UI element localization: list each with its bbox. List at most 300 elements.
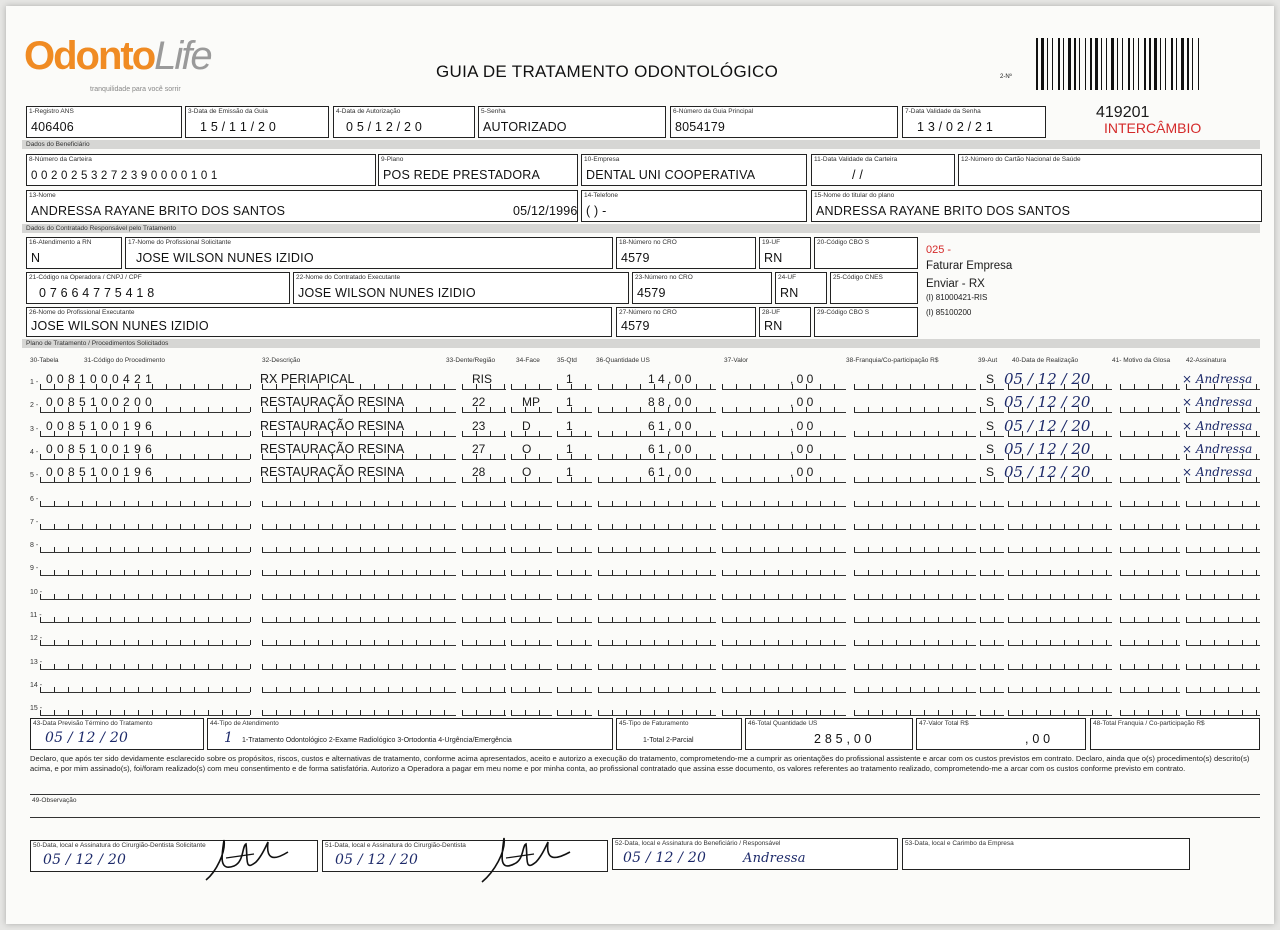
cbo20-field[interactable]: 20-Código CBO S <box>814 237 918 269</box>
row-underline <box>262 436 456 437</box>
cell-divider <box>722 640 723 645</box>
cell-divider <box>598 640 599 645</box>
cnpj-field[interactable]: 21-Código na Operadora / CNPJ / CPF 0 7 6 6 4 7 7 5 4 1 8 <box>26 272 290 304</box>
row-underline <box>462 669 506 670</box>
cell-divider <box>416 640 417 645</box>
cell-divider <box>778 524 779 529</box>
cell-divider <box>994 384 995 389</box>
cell-divider <box>882 431 883 436</box>
cell-divider <box>539 570 540 575</box>
cell-divider <box>96 594 97 599</box>
previsao-field[interactable]: 43-Data Previsão Término do Tratamento 05 / 12 / 20 <box>30 718 204 750</box>
cell-divider <box>854 431 855 436</box>
page-title: GUIA DE TRATAMENTO ODONTOLÓGICO <box>436 62 779 81</box>
cell-valor: , 0 0 <box>790 395 814 409</box>
cell-divider <box>980 431 981 436</box>
cell-divider <box>68 687 69 692</box>
cell-divider <box>571 524 572 529</box>
cell-divider <box>854 664 855 669</box>
row-underline <box>598 622 716 623</box>
cell-divider <box>539 664 540 669</box>
cell-divider <box>152 640 153 645</box>
cell-divider <box>166 384 167 389</box>
cell-divider <box>994 617 995 622</box>
cell-divider <box>194 547 195 552</box>
cell-divider <box>722 710 723 715</box>
cell-divider <box>612 407 613 412</box>
cell-divider <box>778 570 779 575</box>
cell-divider <box>430 501 431 506</box>
cell-codigo: 0 0 8 5 1 0 0 2 0 0 <box>46 395 153 409</box>
row-underline <box>1186 599 1260 600</box>
cell-divider <box>668 594 669 599</box>
cell-divider <box>236 454 237 459</box>
cell-divider <box>806 524 807 529</box>
cell-divider <box>868 501 869 506</box>
cell-divider <box>1036 640 1037 645</box>
row-underline <box>511 715 552 716</box>
cell-divider <box>722 570 723 575</box>
cell-divider <box>764 617 765 622</box>
cell-divider <box>924 477 925 482</box>
row-underline <box>598 389 716 390</box>
cell-divider <box>682 594 683 599</box>
row-underline <box>462 482 506 483</box>
cell-divider <box>571 687 572 692</box>
cro27-field[interactable]: 27-Número no CRO 4579 <box>616 307 756 337</box>
cro18-field[interactable]: 18-Número no CRO 4579 <box>616 237 756 269</box>
cell-divider <box>696 384 697 389</box>
cbo29-field[interactable]: 29-Código CBO S <box>814 307 918 337</box>
cell-divider <box>612 524 613 529</box>
cell-divider <box>1242 710 1243 715</box>
cell-divider <box>504 501 505 506</box>
cell-divider <box>952 664 953 669</box>
cell-divider <box>994 431 995 436</box>
cell-divider <box>490 431 491 436</box>
cell-divider <box>194 524 195 529</box>
cell-divider <box>585 594 586 599</box>
cell-divider <box>1120 547 1121 552</box>
row-underline <box>1120 715 1180 716</box>
cell-divider <box>696 524 697 529</box>
cell-divider <box>346 594 347 599</box>
cell-divider <box>166 594 167 599</box>
cell-divider <box>262 547 263 552</box>
row-underline <box>980 599 1004 600</box>
cell-divider <box>430 384 431 389</box>
cell-divider <box>952 710 953 715</box>
cell-divider <box>696 570 697 575</box>
solicitante-field[interactable]: 17-Nome do Profissional Solicitante JOSE WILSON NUNES IZIDIO <box>125 237 613 269</box>
row-underline <box>40 692 250 693</box>
empresa-field[interactable]: 10-Empresa DENTAL UNI COOPERATIVA <box>581 154 807 186</box>
plano-field[interactable]: 9-Plano POS REDE PRESTADORA <box>378 154 578 186</box>
row-underline <box>511 692 552 693</box>
cell-divider <box>980 477 981 482</box>
cell-divider <box>1092 477 1093 482</box>
data-emissao-field[interactable]: 3-Data de Emissão da Guia 1 5 / 1 1 / 2 0 <box>185 106 329 138</box>
nome-field[interactable]: 13-Nome ANDRESSA RAYANE BRITO DOS SANTOS 05/12/1996 <box>26 190 578 222</box>
cell-divider <box>1214 524 1215 529</box>
cell-divider <box>318 594 319 599</box>
cell-divider <box>722 384 723 389</box>
cell-divider <box>820 687 821 692</box>
cell-divider <box>778 687 779 692</box>
cell-divider <box>462 617 463 622</box>
cell-divider <box>124 524 125 529</box>
cell-divider <box>598 594 599 599</box>
cell-divider <box>360 594 361 599</box>
cell-divider <box>820 384 821 389</box>
cell-divider <box>96 640 97 645</box>
cell-divider <box>416 454 417 459</box>
tipo-atendimento-field[interactable]: 44-Tipo de Atendimento 1 1-Tratamento Odontológico 2-Exame Radiológico 3-Ortodontia 4-Urgência/Emergência <box>207 718 613 750</box>
cell-divider <box>980 570 981 575</box>
cell-divider <box>1176 524 1177 529</box>
sig51-field[interactable]: 51-Data, local e Assinatura do Cirurgião-Dentista 05 / 12 / 20 <box>322 840 608 872</box>
row-underline <box>1120 552 1180 553</box>
sig53-field[interactable]: 53-Data, local e Carimbo da Empresa <box>902 838 1190 870</box>
cell-divider <box>910 570 911 575</box>
row-underline <box>598 506 716 507</box>
cell-divider <box>1078 547 1079 552</box>
cell-divider <box>444 617 445 622</box>
row-underline <box>598 645 716 646</box>
cns-field[interactable]: 12-Número do Cartão Nacional de Saúde <box>958 154 1262 186</box>
cell-divider <box>585 431 586 436</box>
validade-senha-field[interactable]: 7-Data Validade da Senha 1 3 / 0 2 / 2 1 <box>902 106 1046 138</box>
row-underline <box>262 506 456 507</box>
cell-divider <box>750 570 751 575</box>
row-underline <box>1120 529 1180 530</box>
total-franquia-field[interactable]: 48-Total Franquia / Co-participação R$ <box>1090 718 1260 750</box>
cell-divider <box>360 617 361 622</box>
row-underline <box>854 552 976 553</box>
data-autorizacao-field[interactable]: 4-Data de Autorização 0 5 / 1 2 / 2 0 <box>333 106 475 138</box>
cell-divider <box>682 687 683 692</box>
cell-divider <box>490 710 491 715</box>
cell-divider <box>640 664 641 669</box>
cell-divider <box>490 687 491 692</box>
row-underline <box>557 599 592 600</box>
cell-divider <box>854 501 855 506</box>
tipo-faturamento-field[interactable]: 45-Tipo de Faturamento 1-Total 2-Parcial <box>616 718 742 750</box>
cell-divider <box>1242 570 1243 575</box>
cell-divider <box>180 384 181 389</box>
observacao-field[interactable]: 49-Observação <box>30 794 1260 839</box>
validade-carteira-field[interactable]: 11-Data Validade da Carteira / / <box>811 154 955 186</box>
cell-divider <box>360 687 361 692</box>
cell-divider <box>1162 501 1163 506</box>
cell-divider <box>557 384 558 389</box>
row-underline <box>1120 575 1180 576</box>
cell-data-realizacao: 05 / 12 / 20 <box>1004 393 1091 411</box>
cell-divider <box>585 617 586 622</box>
cell-divider <box>290 570 291 575</box>
row-underline <box>598 692 716 693</box>
row-underline <box>462 459 506 460</box>
row-underline <box>1008 599 1112 600</box>
uf28-field[interactable]: 28-UF RN <box>759 307 811 337</box>
row-underline <box>462 436 506 437</box>
cell-divider <box>402 687 403 692</box>
cell-divider <box>626 431 627 436</box>
cell-divider <box>654 570 655 575</box>
row-underline <box>557 622 592 623</box>
cell-divider <box>736 431 737 436</box>
cell-divider <box>980 617 981 622</box>
sig52-field[interactable]: 52-Data, local e Assinatura do Beneficiário / Responsável 05 / 12 / 20 Andressa <box>612 838 898 870</box>
cell-divider <box>304 547 305 552</box>
cell-divider <box>736 687 737 692</box>
cell-divider <box>1106 501 1107 506</box>
cell-divider <box>868 431 869 436</box>
cell-divider <box>1064 640 1065 645</box>
cell-divider <box>1148 640 1149 645</box>
cell-divider <box>1036 594 1037 599</box>
cell-divider <box>736 384 737 389</box>
cell-divider <box>806 570 807 575</box>
cell-divider <box>250 570 251 575</box>
cell-divider <box>612 570 613 575</box>
cell-divider <box>222 407 223 412</box>
cell-divider <box>318 640 319 645</box>
row-underline <box>980 692 1004 693</box>
row-underline <box>722 389 846 390</box>
cell-divider <box>792 664 793 669</box>
cell-divider <box>1176 407 1177 412</box>
valor-total-field[interactable]: 47-Valor Total R$ , 0 0 <box>916 718 1086 750</box>
row-underline <box>511 459 552 460</box>
cell-divider <box>980 687 981 692</box>
cell-divider <box>820 547 821 552</box>
cell-aut: S <box>986 465 995 479</box>
senha-field[interactable]: 5-Senha AUTORIZADO <box>478 106 666 138</box>
cell-divider <box>318 570 319 575</box>
cell-divider <box>778 547 779 552</box>
row-underline <box>262 669 456 670</box>
row-number: 8 - <box>30 542 39 549</box>
cell-divider <box>626 570 627 575</box>
cell-divider <box>180 617 181 622</box>
total-us-field[interactable]: 46-Total Quantidade US 2 8 5 , 0 0 <box>745 718 913 750</box>
cell-divider <box>966 407 967 412</box>
cell-divider <box>388 524 389 529</box>
guia-principal-field[interactable]: 6-Número da Guia Principal 8054179 <box>670 106 898 138</box>
cell-divider <box>612 454 613 459</box>
cell-divider <box>82 617 83 622</box>
cell-divider <box>539 384 540 389</box>
cell-divider <box>68 617 69 622</box>
cell-divider <box>1200 664 1201 669</box>
cell-divider <box>626 477 627 482</box>
cell-divider <box>966 477 967 482</box>
cell-divider <box>40 384 41 389</box>
cell-divider <box>539 501 540 506</box>
cell-divider <box>1176 477 1177 482</box>
cell-divider <box>1078 570 1079 575</box>
cell-divider <box>868 547 869 552</box>
cell-divider <box>1092 687 1093 692</box>
cell-divider <box>208 687 209 692</box>
cell-divider <box>980 664 981 669</box>
cell-divider <box>82 570 83 575</box>
rn-field[interactable]: 16-Atendimento a RN N <box>26 237 122 269</box>
cell-divider <box>854 477 855 482</box>
cell-divider <box>792 687 793 692</box>
cell-divider <box>236 384 237 389</box>
row-underline <box>854 436 976 437</box>
cell-divider <box>1106 594 1107 599</box>
row-underline <box>40 436 250 437</box>
row-underline <box>980 459 1004 460</box>
cell-divider <box>462 431 463 436</box>
cell-divider <box>924 640 925 645</box>
cell-divider <box>764 454 765 459</box>
cell-divider <box>924 617 925 622</box>
row-number: 12 - <box>30 635 43 642</box>
cell-divider <box>1134 477 1135 482</box>
row-underline <box>511 575 552 576</box>
cell-dente: 22 <box>472 395 486 409</box>
cell-divider <box>68 524 69 529</box>
row-underline <box>262 459 456 460</box>
cell-divider <box>896 594 897 599</box>
uf24-field[interactable]: 24-UF RN <box>775 272 827 304</box>
cell-divider <box>138 547 139 552</box>
row-underline <box>1186 715 1260 716</box>
cell-divider <box>1242 687 1243 692</box>
cell-divider <box>318 547 319 552</box>
cell-divider <box>276 687 277 692</box>
cell-divider <box>1092 431 1093 436</box>
cell-divider <box>1162 640 1163 645</box>
prof-exec-field[interactable]: 26-Nome do Profissional Executante JOSE WILSON NUNES IZIDIO <box>26 307 612 337</box>
cell-divider <box>1228 594 1229 599</box>
cell-divider <box>194 431 195 436</box>
cell-divider <box>1176 640 1177 645</box>
cell-divider <box>696 454 697 459</box>
cell-divider <box>250 594 251 599</box>
row-underline <box>1120 459 1180 460</box>
cell-divider <box>806 664 807 669</box>
cell-divider <box>236 594 237 599</box>
cell-divider <box>1214 710 1215 715</box>
cell-divider <box>511 640 512 645</box>
cnes-field[interactable]: 25-Código CNES <box>830 272 918 304</box>
cell-divider <box>764 664 765 669</box>
row-underline <box>722 436 846 437</box>
cell-divider <box>1186 547 1187 552</box>
cell-divider <box>416 664 417 669</box>
cell-divider <box>525 710 526 715</box>
cell-divider <box>539 477 540 482</box>
registro-ans-field[interactable]: 1-Registro ANS 406406 <box>26 106 182 138</box>
cell-divider <box>276 547 277 552</box>
cell-divider <box>868 384 869 389</box>
cell-divider <box>332 524 333 529</box>
cell-data-realizacao: 05 / 12 / 20 <box>1004 440 1091 458</box>
cell-divider <box>504 524 505 529</box>
cell-divider <box>490 547 491 552</box>
cell-divider <box>511 384 512 389</box>
cell-divider <box>696 664 697 669</box>
cell-divider <box>1106 570 1107 575</box>
cell-divider <box>1148 664 1149 669</box>
row-underline <box>511 599 552 600</box>
cell-divider <box>180 547 181 552</box>
cell-divider <box>1186 687 1187 692</box>
cell-divider <box>504 594 505 599</box>
cro23-field[interactable]: 23-Número no CRO 4579 <box>632 272 772 304</box>
cell-divider <box>924 710 925 715</box>
cell-divider <box>194 640 195 645</box>
cell-divider <box>1256 501 1257 506</box>
carteira-field[interactable]: 8-Número da Carteira 0 0 2 0 2 5 3 2 7 2 3 9 0 0 0 0 1 0 1 <box>26 154 376 186</box>
row-underline <box>40 389 250 390</box>
cell-divider <box>511 687 512 692</box>
cell-divider <box>1120 594 1121 599</box>
sig50-field[interactable]: 50-Data, local e Assinatura do Cirurgião-Dentista Solicitante 05 / 12 / 20 <box>30 840 318 872</box>
cell-divider <box>834 524 835 529</box>
cell-divider <box>416 431 417 436</box>
row-underline <box>1186 436 1260 437</box>
cell-divider <box>525 570 526 575</box>
cell-divider <box>557 687 558 692</box>
cell-divider <box>360 384 361 389</box>
cell-divider <box>966 710 967 715</box>
uf19-field[interactable]: 19-UF RN <box>759 237 811 269</box>
row-number: 10 - <box>30 589 43 596</box>
cell-divider <box>682 570 683 575</box>
row-underline <box>1008 692 1112 693</box>
cell-divider <box>952 594 953 599</box>
executante-field[interactable]: 22-Nome do Contratado Executante JOSE WILSON NUNES IZIDIO <box>293 272 629 304</box>
cell-divider <box>430 594 431 599</box>
cell-divider <box>152 570 153 575</box>
row-underline <box>1186 459 1260 460</box>
cell-divider <box>152 687 153 692</box>
cell-divider <box>68 594 69 599</box>
cell-divider <box>194 384 195 389</box>
cell-divider <box>318 617 319 622</box>
row-underline <box>598 552 716 553</box>
row-underline <box>722 715 846 716</box>
cell-divider <box>250 547 251 552</box>
cell-divider <box>1214 570 1215 575</box>
cell-divider <box>82 594 83 599</box>
row-underline <box>462 715 506 716</box>
cell-divider <box>1176 431 1177 436</box>
cell-divider <box>722 501 723 506</box>
side-note-1: Faturar Empresa <box>926 260 1013 272</box>
logo-tagline: tranquilidade para você sorrir <box>90 86 181 93</box>
cell-divider <box>938 501 939 506</box>
telefone-field[interactable]: 14-Telefone ( ) - <box>581 190 807 222</box>
cell-divider <box>40 524 41 529</box>
titular-field[interactable]: 15-Nome do titular do plano ANDRESSA RAYANE BRITO DOS SANTOS <box>811 190 1262 222</box>
cell-divider <box>612 384 613 389</box>
cell-divider <box>1256 640 1257 645</box>
cell-divider <box>402 710 403 715</box>
row-underline <box>262 645 456 646</box>
cell-divider <box>504 640 505 645</box>
cell-aut: S <box>986 442 995 456</box>
cell-divider <box>68 570 69 575</box>
cell-divider <box>834 617 835 622</box>
cell-divider <box>194 664 195 669</box>
